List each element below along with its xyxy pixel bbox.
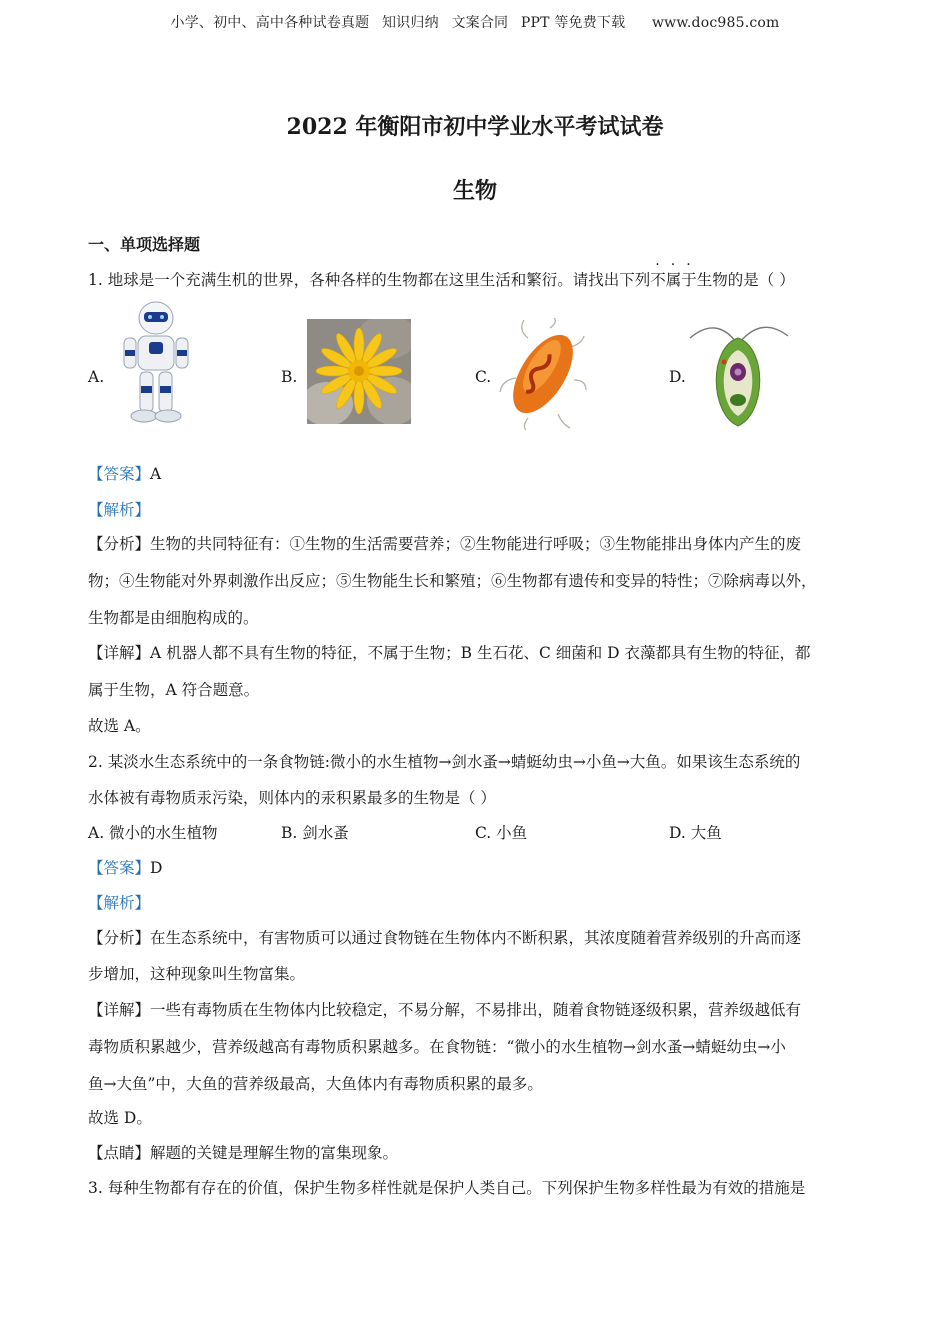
q2-option-c: C. 小鱼: [475, 824, 528, 842]
q1-fenxi-line3: 生物都是由细胞构成的。: [88, 609, 259, 627]
header-text-3: 文案合同: [451, 15, 509, 31]
q1-emphasis-2: 属: [665, 271, 682, 289]
q2-detail-text1: 一些有毒物质在生物体内比较稳定，不易分解，不易排出，随着食物链逐级积累，营养级越低有: [150, 1001, 802, 1019]
q2-detail-line2: 毒物质积累越少，营养级越高有毒物质积累越多。在食物链：“微小的水生植物→剑水蚤→蜻蜓幼虫→小: [88, 1038, 786, 1056]
q1-option-a-label: A.: [88, 368, 105, 386]
q2-detail-line1: [88, 998, 801, 1020]
q1-fenxi-line1: [88, 532, 801, 554]
q1-option-c-label: C.: [475, 368, 492, 386]
q1-answer-value: A: [150, 465, 162, 483]
header-link[interactable]: www.doc985.com: [652, 15, 780, 31]
q2-answer-tag: 【答案】: [88, 859, 151, 877]
q2-option-a: A. 微小的水生植物: [88, 824, 218, 842]
q2-conclusion: 故选 D。: [88, 1109, 152, 1127]
q1-stem-tail: 生物的是（ ）: [696, 271, 795, 289]
q2-stem-line1: 2. 某淡水生态系统中的一条食物链:微小的水生植物→剑水蚤→蜻蜓幼虫→小鱼→大鱼。如果该生态系统的: [88, 753, 801, 771]
exam-subtitle: 生物: [452, 178, 497, 204]
q1-detail-line1: [88, 641, 811, 663]
q2-dianjing-text: 解题的关键是理解生物的富集现象。: [150, 1144, 399, 1162]
q1-stem-text: 1. 地球是一个充满生机的世界，各种各样的生物都在这里生活和繁衍。请找出下列: [88, 271, 651, 289]
q2-analysis-tag: 【解析】: [88, 894, 151, 912]
header-text-4: PPT 等免费下载: [520, 15, 626, 31]
chlamydomonas-image: [686, 316, 790, 428]
robot-image: [116, 300, 196, 426]
q2-option-b: B. 剑水蚤: [281, 824, 349, 842]
q3-stem-line1: 3. 每种生物都有存在的价值，保护生物多样性就是保护人类自己。下列保护生物多样性最为有效的措施是: [88, 1179, 806, 1197]
q2-option-d: D. 大鱼: [669, 824, 722, 842]
q1-fenxi-line2: 物；④生物能对外界刺激作出反应；⑤生物能生长和繁殖；⑥生物都有遗传和变异的特性；⑦除病毒以外，: [88, 572, 817, 590]
q2-answer: [88, 856, 162, 878]
exam-title: 2022 年衡阳市初中学业水平考试试卷: [286, 114, 664, 140]
q1-conclusion: 故选 A。: [88, 717, 151, 735]
q2-dianjing-tag: 【点睛】: [88, 1144, 151, 1162]
q2-fenxi-tag: 【分析】: [88, 929, 151, 947]
q1-fenxi-text1: 生物的共同特征有：①生物的生活需要营养；②生物能进行呼吸；③生物能排出身体内产生的废: [150, 535, 802, 553]
q1-fenxi-tag: 【分析】: [88, 535, 151, 553]
q1-stem: [88, 268, 795, 290]
q1-detail-line2: 属于生物，A 符合题意。: [88, 681, 260, 699]
q1-analysis-tag: 【解析】: [88, 501, 151, 519]
q2-answer-value: D: [150, 859, 163, 877]
q2-fenxi-text1: 在生态系统中，有害物质可以通过食物链在生物体内不断积累，其浓度随着营养级别的升高而逐: [150, 929, 802, 947]
q1-emphasis-3: 于: [681, 271, 697, 289]
q1-detail-text1: A 机器人都不具有生物的特征，不属于生物；B 生石花、C 细菌和 D 衣藻都具有生物的特征，都: [150, 644, 811, 662]
q1-detail-tag: 【详解】: [88, 644, 151, 662]
q2-fenxi-line1: [88, 926, 801, 948]
q1-answer: [88, 462, 161, 484]
q2-stem-line2: 水体被有毒物质汞污染，则体内的汞积累最多的生物是（ ）: [88, 789, 496, 807]
q2-detail-tag: 【详解】: [88, 1001, 151, 1019]
q2-dianjing: [88, 1141, 398, 1163]
page-header: [0, 12, 950, 32]
flower-image: [307, 319, 411, 424]
q1-option-b-label: B.: [281, 368, 298, 386]
q1-option-d-label: D.: [669, 368, 686, 386]
q2-detail-line3: 鱼→大鱼”中，大鱼的营养级最高，大鱼体内有毒物质积累的最多。: [88, 1075, 543, 1093]
bacterium-image: [498, 318, 588, 430]
section-heading: 一、单项选择题: [88, 235, 201, 254]
header-text-2: 知识归纳: [381, 15, 439, 31]
q2-fenxi-line2: 步增加，这种现象叫生物富集。: [88, 965, 306, 983]
q1-answer-tag: 【答案】: [88, 465, 151, 483]
q1-emphasis-1: 不: [650, 271, 666, 289]
header-text-1: 小学、初中、高中各种试卷真题: [170, 15, 370, 31]
